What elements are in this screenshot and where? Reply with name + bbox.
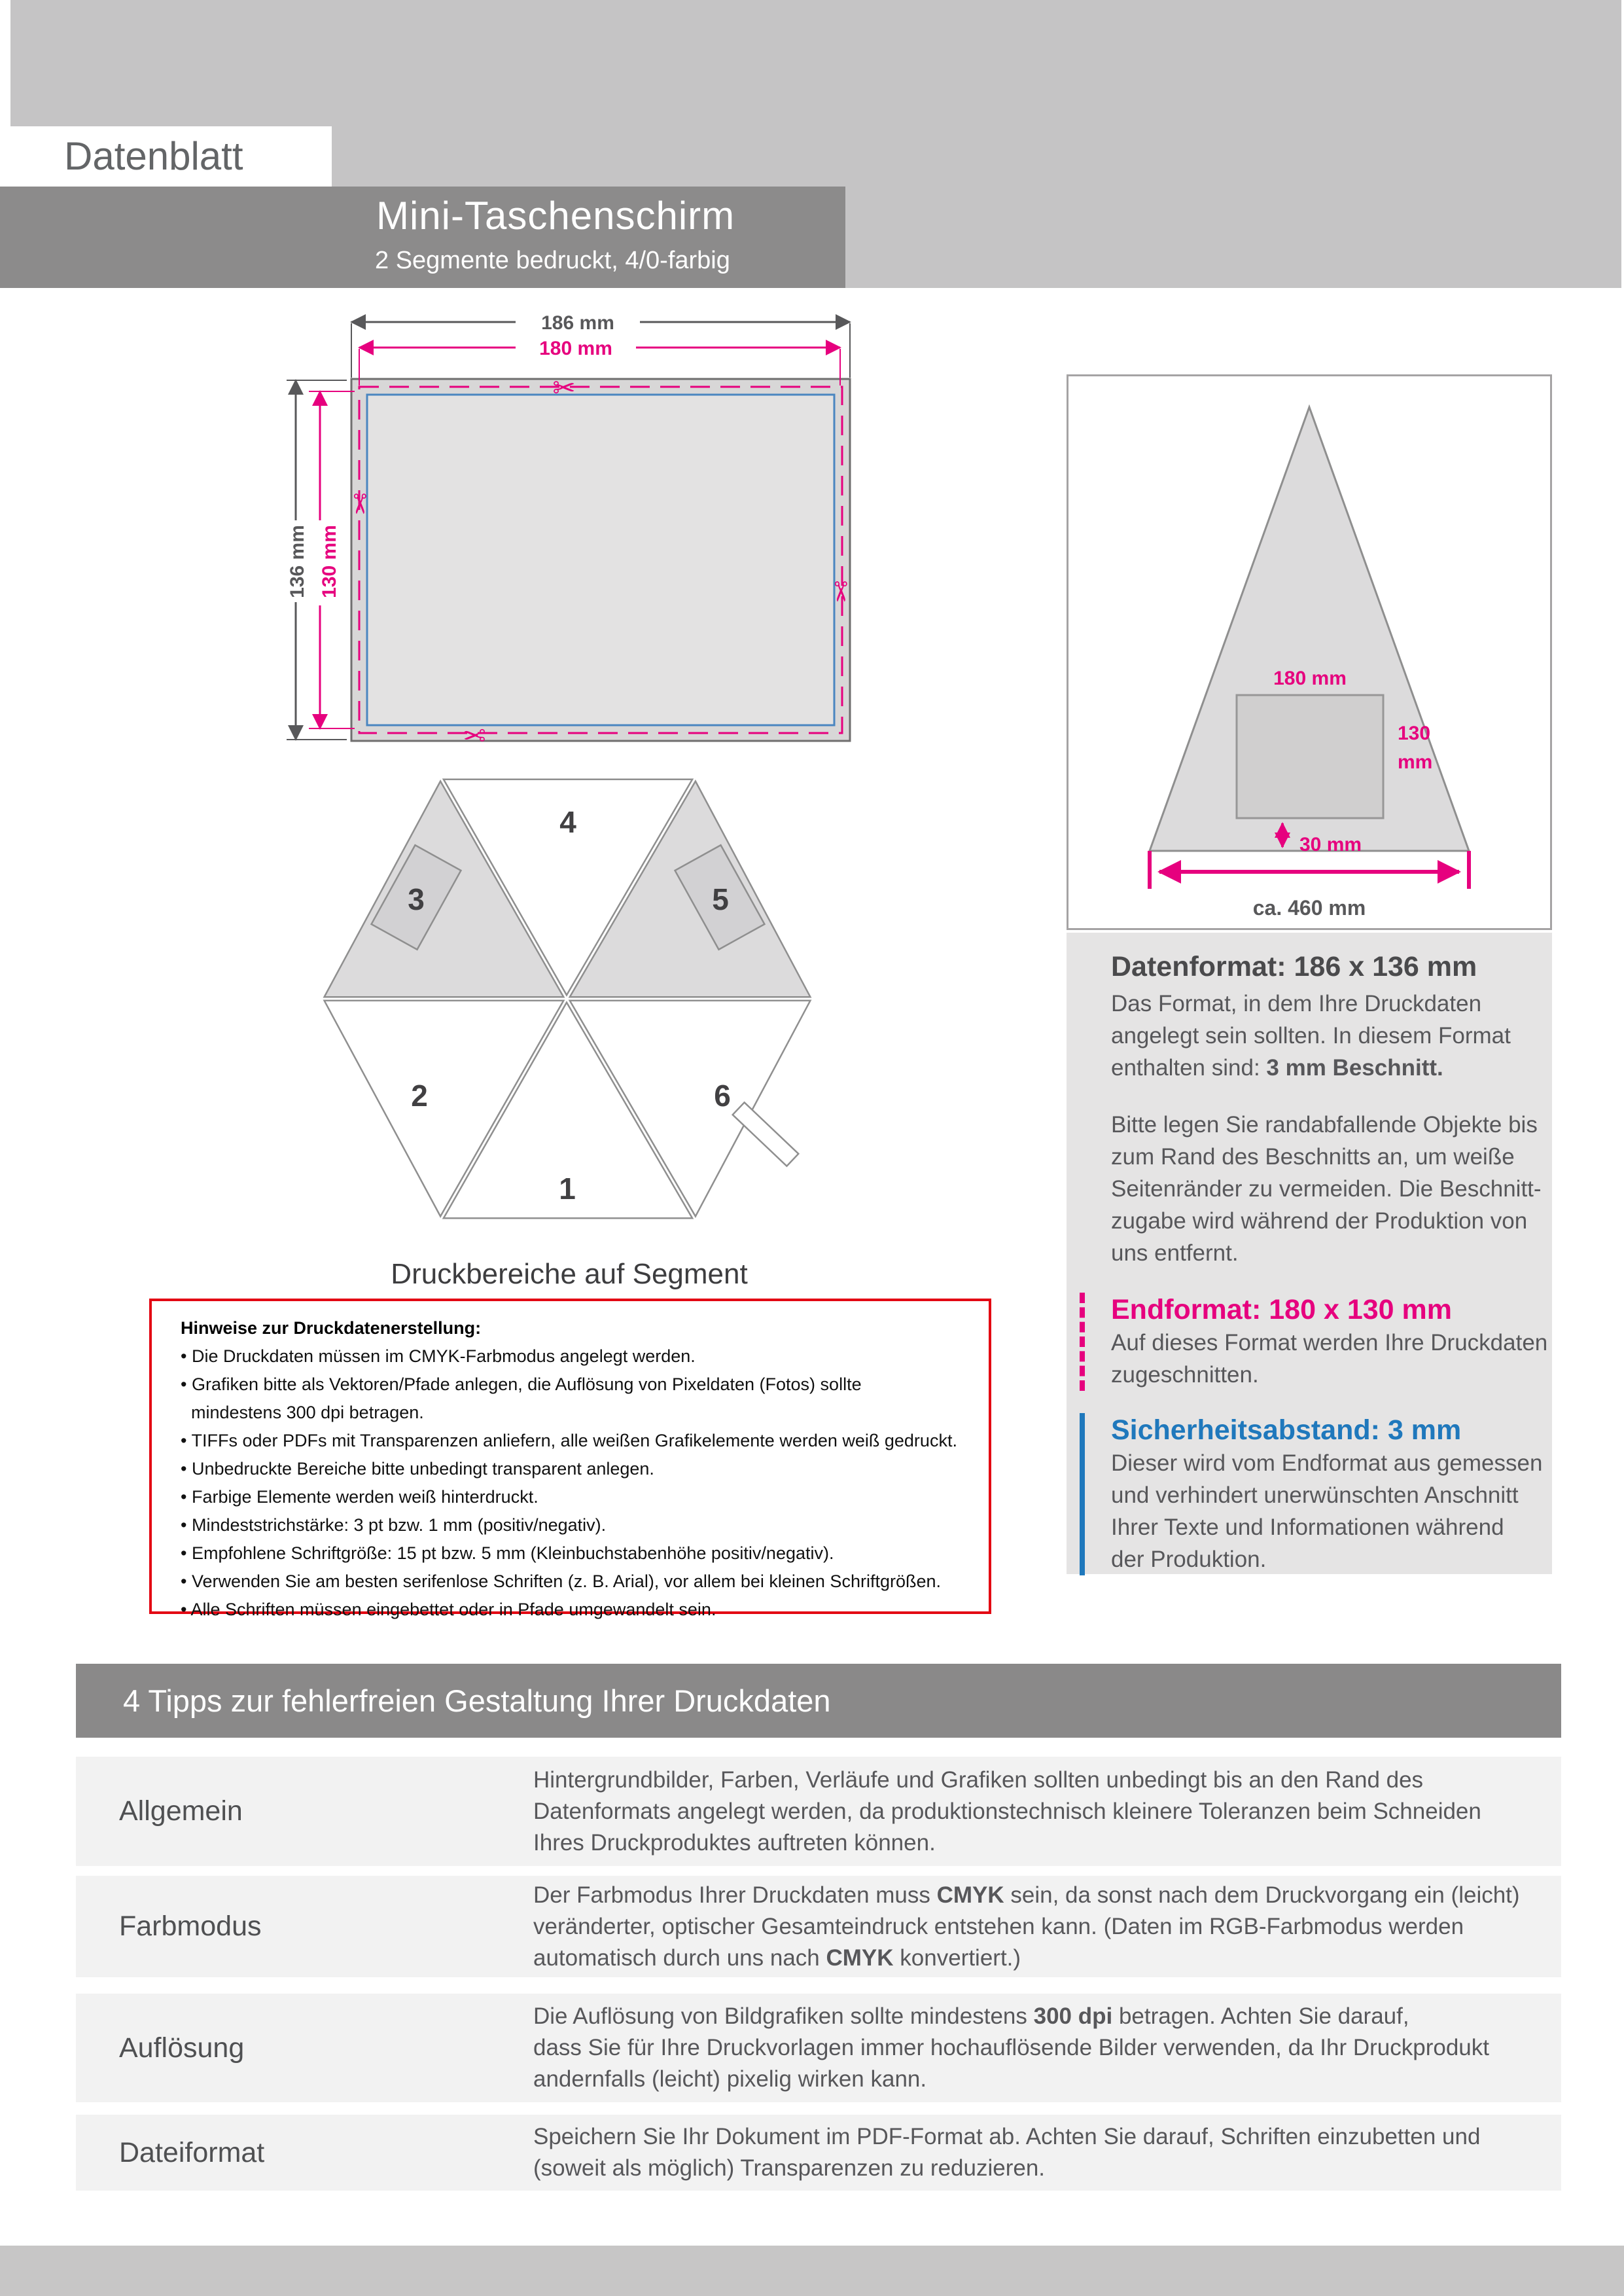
segment-diagram (275, 740, 864, 1263)
dim-label-130mm: 130 mm (319, 525, 340, 598)
tip-row-label: Dateiformat (119, 2136, 265, 2168)
tip-row-aufloesung (76, 1994, 1561, 2102)
tip-row-text: Speichern Sie Ihr Dokument im PDF-Format ab. Achten Sie darauf, Schriften einzubetten und (soweit als möglich) Transparenzen zu reduzieren. (533, 2124, 1481, 2181)
scissors-icon: ✂ (463, 719, 486, 751)
tips-header-bar (76, 1664, 1561, 1738)
tip-row-dateiformat (76, 2115, 1561, 2191)
datenformat-title: Datenformat: 186 x 136 mm (1111, 951, 1477, 982)
tip-row-allgemein (76, 1757, 1561, 1866)
notes-line: • Unbedruckte Bereiche bitte unbedingt transparent anlegen. (181, 1459, 654, 1479)
sheet-label-box (0, 126, 332, 187)
endformat-title: Endformat: 180 x 130 mm (1111, 1294, 1452, 1325)
bottom-offset-label: 30 mm (1299, 834, 1362, 855)
segment-number: 5 (712, 882, 729, 916)
segment-print-area (1237, 695, 1383, 818)
dim-label-180mm: 180 mm (539, 338, 612, 359)
tip-row-label: Auflösung (119, 2032, 245, 2064)
notes-line: • Verwenden Sie am besten serifenlose Schriften (z. B. Arial), vor allem bei kleinen Schriftgrößen. (181, 1571, 942, 1591)
notes-line: • Empfohlene Schriftgröße: 15 pt bzw. 5 mm (Kleinbuchstabenhöhe positiv/negativ). (181, 1543, 834, 1563)
umbrella-segment-figure (1067, 374, 1552, 930)
format-info-panel (1067, 933, 1552, 1574)
scissors-icon: ✂ (552, 372, 576, 404)
dim-label-186mm: 186 mm (541, 312, 614, 334)
umbrella-handle (733, 1102, 799, 1166)
sicherheitsabstand-title: Sicherheitsabstand: 3 mm (1111, 1414, 1462, 1446)
safety-area-fill (367, 395, 834, 725)
data-format-drawing (262, 288, 942, 785)
print-data-notes-box (149, 1299, 991, 1619)
datenformat-text: Das Format, in dem Ihre Druckdaten angelegt sein sollten. In diesem Format enthalten sind: 3 mm Beschnitt. (1111, 991, 1511, 1081)
product-title: Mini-Taschenschirm (376, 194, 735, 238)
sicherheitsabstand-block: Sicherheitsabstand: 3 mm Dieser wird vom Endformat aus gemessen und verhindert unerwünschten Anschnitt Ihrer Texte und Informationen während der Produktion. (1080, 1413, 1552, 1575)
tip-row-text: Hintergrundbilder, Farben, Verläufe und Grafiken sollten unbedingt bis an den Rand des Datenformats angelegt werden, da produktionstechnisch kleinere Toleranzen beim Schneiden Ihres Druckproduktes auftreten können. (533, 1767, 1481, 1856)
scissors-icon: ✂ (824, 580, 856, 603)
segment-number: 3 (408, 882, 425, 916)
tip-row-farbmodus (76, 1876, 1561, 1977)
tips-header-title: 4 Tipps zur fehlerfreien Gestaltung Ihrer Druckdaten (123, 1683, 831, 1718)
notes-title: Hinweise zur Druckdatenerstellung: (181, 1318, 482, 1338)
print-area-height-label: mm (1398, 751, 1433, 773)
sheet-label: Datenblatt (64, 134, 243, 178)
print-area-width-label: 180 mm (1273, 668, 1347, 689)
scissors-icon: ✂ (344, 492, 376, 516)
product-title-bar (0, 187, 845, 288)
notes-line: • Mindeststrichstärke: 3 pt bzw. 1 mm (positiv/negativ). (181, 1515, 607, 1535)
segment-number: 4 (559, 805, 576, 839)
notes-line: mindestens 300 dpi betragen. (191, 1403, 424, 1422)
notes-line: • Die Druckdaten müssen im CMYK-Farbmodus angelegt werden. (181, 1346, 696, 1366)
notes-line: • Grafiken bitte als Vektoren/Pfade anlegen, die Auflösung von Pixeldaten (Fotos) sollte (181, 1374, 862, 1394)
segment-base-label: ca. 460 mm (1252, 896, 1366, 920)
bleed-note-text: Bitte legen Sie randabfallende Objekte bis zum Rand des Beschnitts an, um weiße Seitenränder zu vermeiden. Die Beschnitt- zugabe wird während der Produktion von uns entfernt. (1111, 1112, 1542, 1266)
product-subtitle: 2 Segmente bedruckt, 4/0-farbig (375, 247, 730, 274)
footer-band (0, 2246, 1624, 2296)
tip-row-text: Die Auflösung von Bildgrafiken sollte mindestens 300 dpi betragen. Achten Sie darauf, dass Sie für Ihre Druckvorlagen immer hochauflösende Bilder verwenden, da Ihr Druckprodukt andernfalls (leicht) pixelig wirken kann. (533, 2003, 1489, 2092)
notes-line: • Alle Schriften müssen eingebettet oder in Pfade umgewandelt sein. (181, 1600, 716, 1619)
tip-row-text: Der Farbmodus Ihrer Druckdaten muss CMYK sein, da sonst nach dem Druckvorgang ein (leicht) veränderter, optischer Gesamteindruck entstehen kann. (Daten im RGB-Farbmodus werden automatisch durch uns nach CMYK konvertiert.) (533, 1882, 1520, 1971)
notes-line: • TIFFs oder PDFs mit Transparenzen anliefern, alle weißen Grafikelemente werden weiß gedruckt. (181, 1431, 957, 1450)
tip-row-label: Farbmodus (119, 1910, 262, 1942)
endformat-block: Endformat: 180 x 130 mm Auf dieses Format werden Ihre Druckdaten zugeschnitten. (1080, 1293, 1552, 1391)
segment-diagram-caption: Druckbereiche auf Segment (391, 1258, 748, 1290)
tip-row-label: Allgemein (119, 1795, 243, 1827)
segment-number: 1 (559, 1172, 576, 1206)
segment-number: 6 (714, 1079, 731, 1113)
dim-label-136mm: 136 mm (287, 525, 308, 598)
notes-line: • Farbige Elemente werden weiß hinterdruckt. (181, 1487, 538, 1507)
segment-number: 2 (411, 1079, 428, 1113)
print-area-height-label: 130 (1398, 723, 1431, 744)
